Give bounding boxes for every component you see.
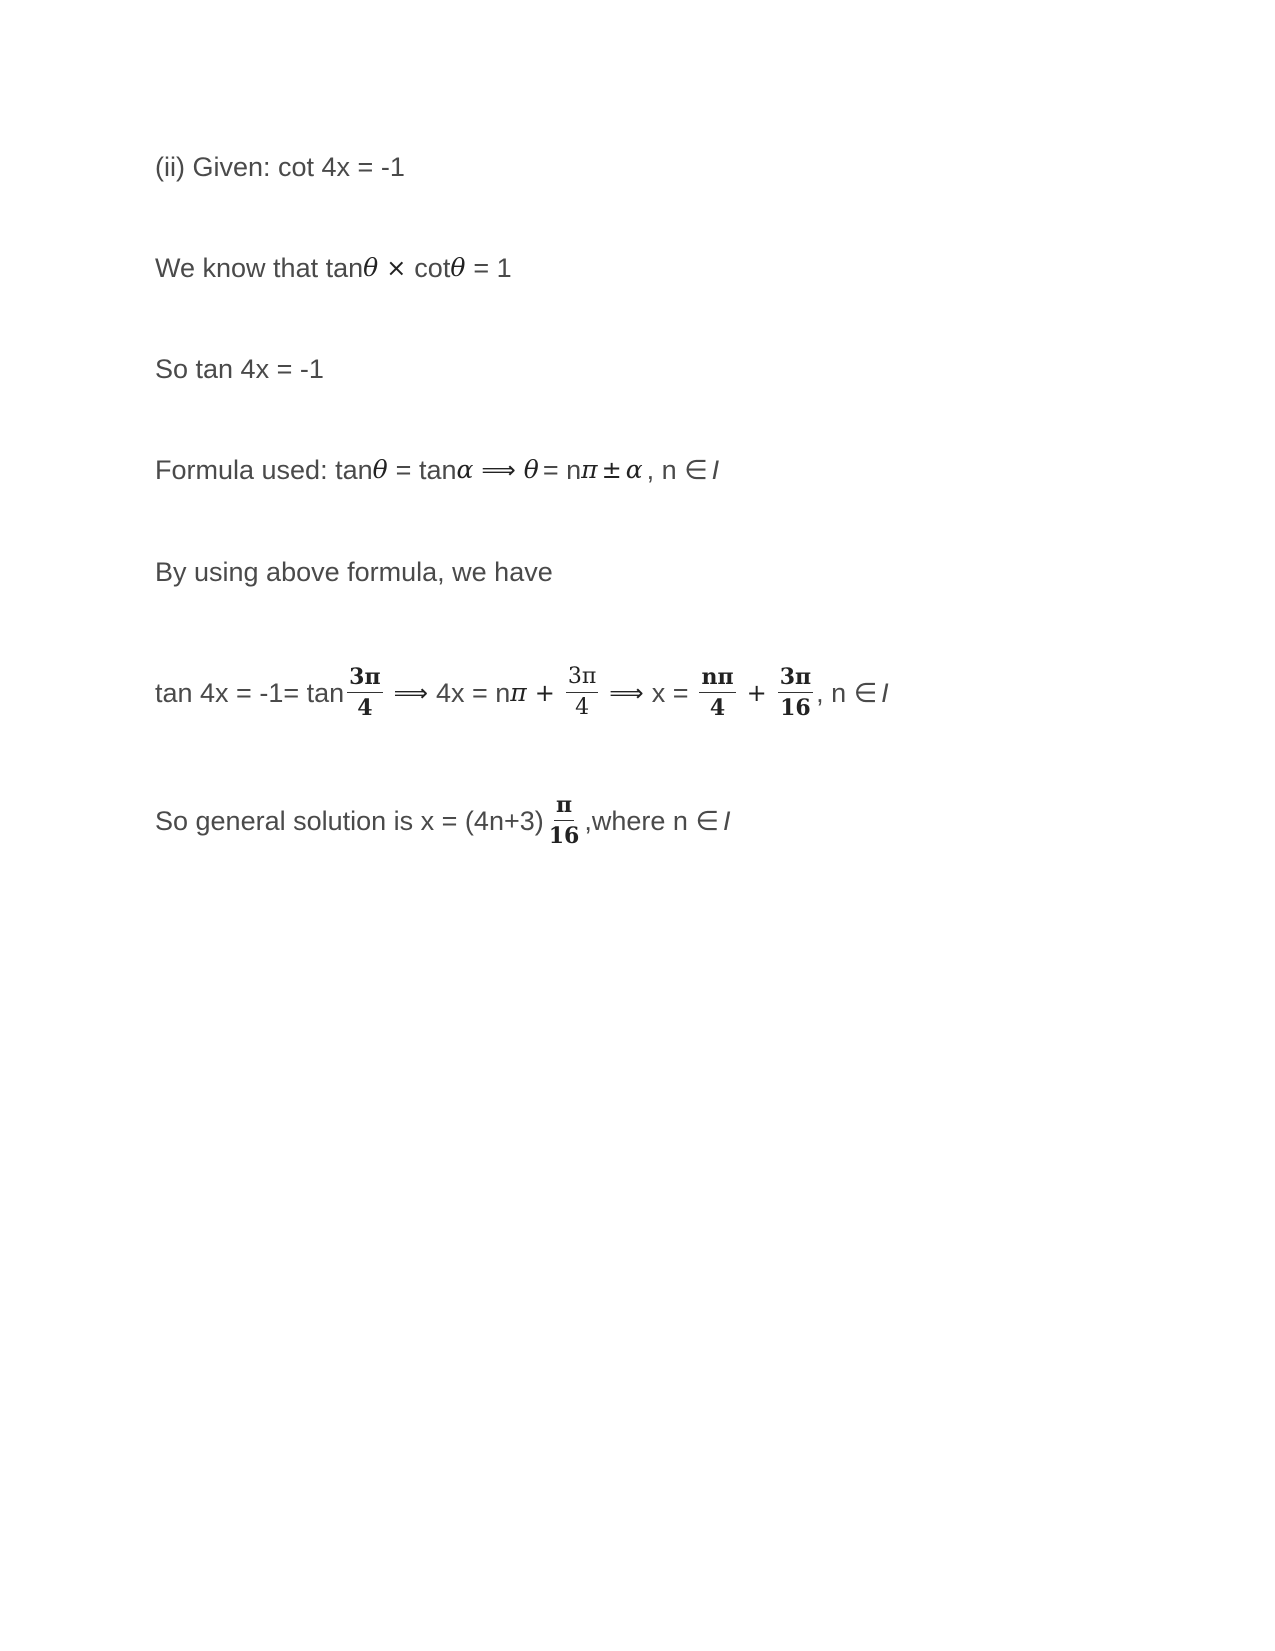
implies-symbol: ⟹ bbox=[481, 456, 516, 484]
so-tan-line bbox=[155, 352, 324, 386]
fraction-numerator: 3π bbox=[347, 664, 382, 693]
equation-part2: 4x = n bbox=[435, 677, 511, 708]
fraction-denominator: 4 bbox=[575, 695, 590, 720]
implies-symbol: ⟹ bbox=[609, 678, 644, 707]
by-using-line bbox=[155, 555, 553, 589]
general-solution-line bbox=[155, 792, 730, 849]
cot-text: cot bbox=[414, 253, 451, 283]
formula-prefix: Formula used: tan bbox=[155, 455, 373, 485]
plus-symbol: + bbox=[534, 678, 555, 707]
fraction-numerator: 3π bbox=[566, 664, 598, 693]
general-tail: ,where n ∈ bbox=[584, 805, 719, 836]
fraction-denominator: 4 bbox=[357, 695, 373, 721]
alpha-symbol: α bbox=[456, 455, 474, 484]
integer-set-symbol: I bbox=[881, 677, 889, 708]
given-text: (ii) Given: cot 4x = -1 bbox=[155, 152, 405, 182]
alpha-symbol: α bbox=[625, 455, 643, 484]
fraction-denominator: 16 bbox=[548, 823, 580, 849]
theta-symbol: θ bbox=[450, 253, 466, 282]
identity-prefix: We know that tan bbox=[155, 253, 364, 283]
formula-eq-tan: = tan bbox=[395, 455, 457, 485]
fraction-npi-over-4 bbox=[699, 664, 735, 721]
given-line bbox=[155, 150, 405, 184]
plus-symbol: + bbox=[746, 678, 767, 707]
formula-line bbox=[155, 453, 719, 487]
equation-line bbox=[155, 664, 889, 721]
formula-tail: , n ∈ bbox=[646, 455, 708, 485]
equation-part1: tan 4x = -1= tan bbox=[155, 677, 345, 708]
general-prefix: So general solution is x = (4n+3) bbox=[155, 805, 544, 836]
implies-symbol: ⟹ bbox=[393, 678, 428, 707]
fraction-denominator: 4 bbox=[709, 695, 726, 721]
fraction-numerator: nπ bbox=[699, 664, 735, 693]
formula-eq-n: = n bbox=[542, 455, 582, 485]
integer-set-symbol: I bbox=[722, 805, 731, 836]
theta-symbol: θ bbox=[523, 455, 539, 484]
integer-set-symbol: I bbox=[711, 455, 720, 485]
fraction-3pi-over-4 bbox=[347, 664, 382, 721]
fraction-3pi-over-4 bbox=[566, 664, 598, 721]
fraction-denominator: 16 bbox=[780, 695, 811, 721]
fraction-3pi-over-16 bbox=[778, 664, 813, 721]
identity-line bbox=[155, 251, 512, 285]
equation-tail: , n ∈ bbox=[816, 677, 878, 708]
identity-result: = 1 bbox=[473, 253, 512, 283]
fraction-pi-over-16 bbox=[547, 792, 582, 849]
by-using-text: By using above formula, we have bbox=[155, 557, 553, 587]
pi-symbol: π bbox=[510, 677, 527, 707]
pi-symbol: π bbox=[581, 455, 598, 484]
times-symbol: × bbox=[386, 254, 407, 282]
fraction-numerator: π bbox=[554, 792, 574, 821]
equation-part3: x = bbox=[651, 677, 689, 708]
plus-minus-symbol: ± bbox=[601, 456, 622, 484]
theta-symbol: θ bbox=[372, 455, 388, 484]
theta-symbol: θ bbox=[363, 253, 379, 282]
fraction-numerator: 3π bbox=[778, 664, 813, 693]
so-tan-text: So tan 4x = -1 bbox=[155, 354, 324, 384]
